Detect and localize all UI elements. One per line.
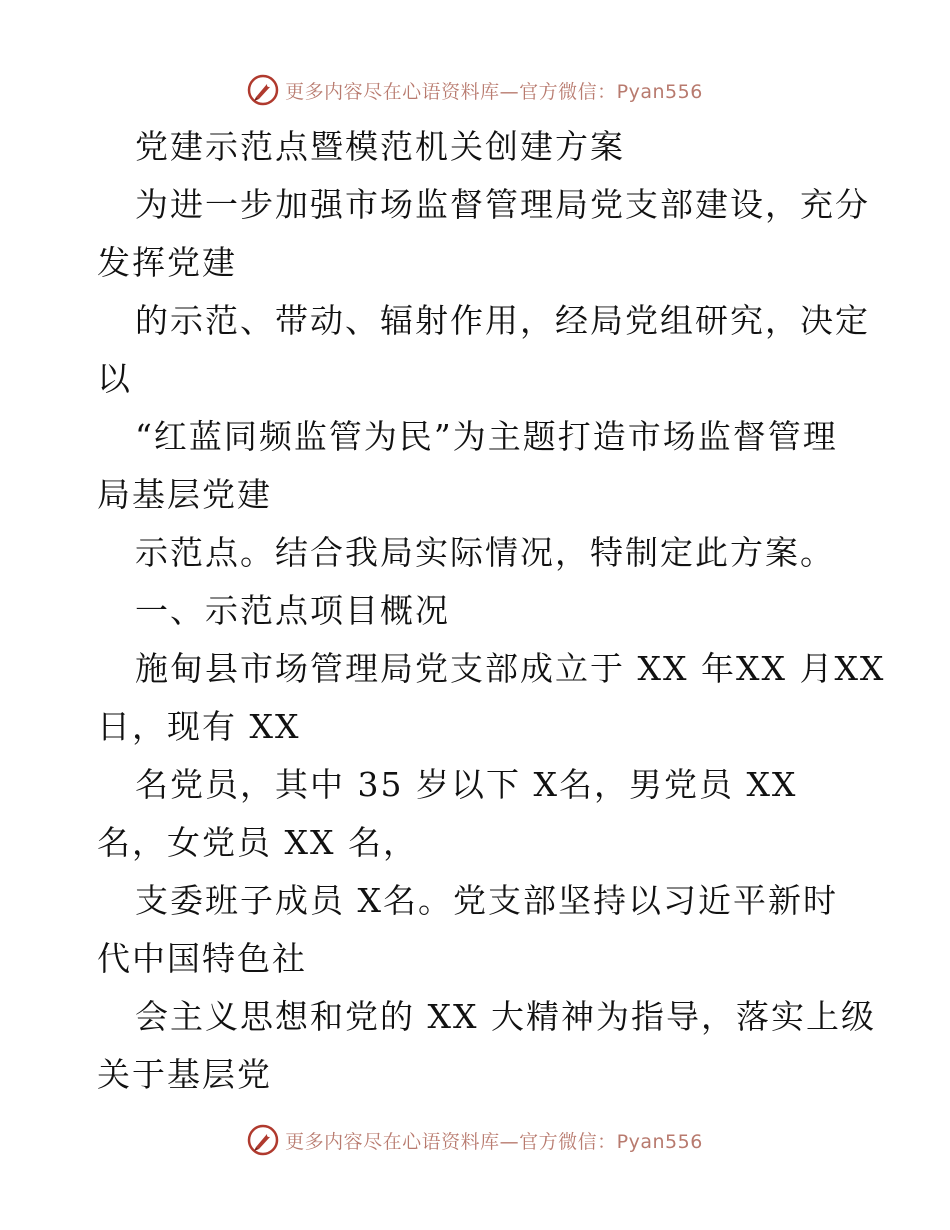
pen-logo-icon: [247, 74, 279, 106]
footer-banner-text: 更多内容尽在心语资料库—官方微信：Pyan556: [285, 1130, 703, 1153]
paragraph-line: 支委班子成员 X名。党支部坚持以习近平新时: [135, 881, 838, 920]
paragraph-line: “红蓝同频监管为民”为主题打造市场监督管理: [135, 417, 838, 456]
paragraph-line: 关于基层党: [97, 1055, 272, 1094]
paragraph-line: 代中国特色社: [97, 939, 307, 978]
header-banner: [0, 70, 950, 110]
paragraph-line: 局基层党建: [97, 475, 272, 514]
header-banner-text: 更多内容尽在心语资料库—官方微信：Pyan556: [285, 80, 703, 103]
paragraph-line: 以: [97, 359, 132, 398]
pen-logo-icon: [247, 1124, 279, 1156]
paragraph-line: 的示范、带动、辐射作用，经局党组研究，决定: [135, 301, 870, 340]
paragraph-line: 会主义思想和党的 XX 大精神为指导，落实上级: [135, 997, 876, 1036]
footer-banner: [0, 1120, 950, 1160]
paragraph-line: 日，现有 XX: [97, 707, 301, 746]
section-heading: 一、示范点项目概况: [135, 591, 450, 630]
document-body: [97, 118, 887, 1104]
paragraph-line: 发挥党建: [97, 243, 237, 282]
document-title: 党建示范点暨模范机关创建方案: [135, 127, 625, 166]
paragraph-line: 为进一步加强市场监督管理局党支部建设，充分: [135, 185, 870, 224]
paragraph-line: 施甸县市场管理局党支部成立于 XX 年XX 月XX: [135, 649, 886, 688]
paragraph-line: 名党员，其中 35 岁以下 X名，男党员 XX: [135, 765, 798, 804]
paragraph-line: 示范点。结合我局实际情况，特制定此方案。: [135, 533, 835, 572]
paragraph-line: 名，女党员 XX 名，: [97, 823, 418, 862]
